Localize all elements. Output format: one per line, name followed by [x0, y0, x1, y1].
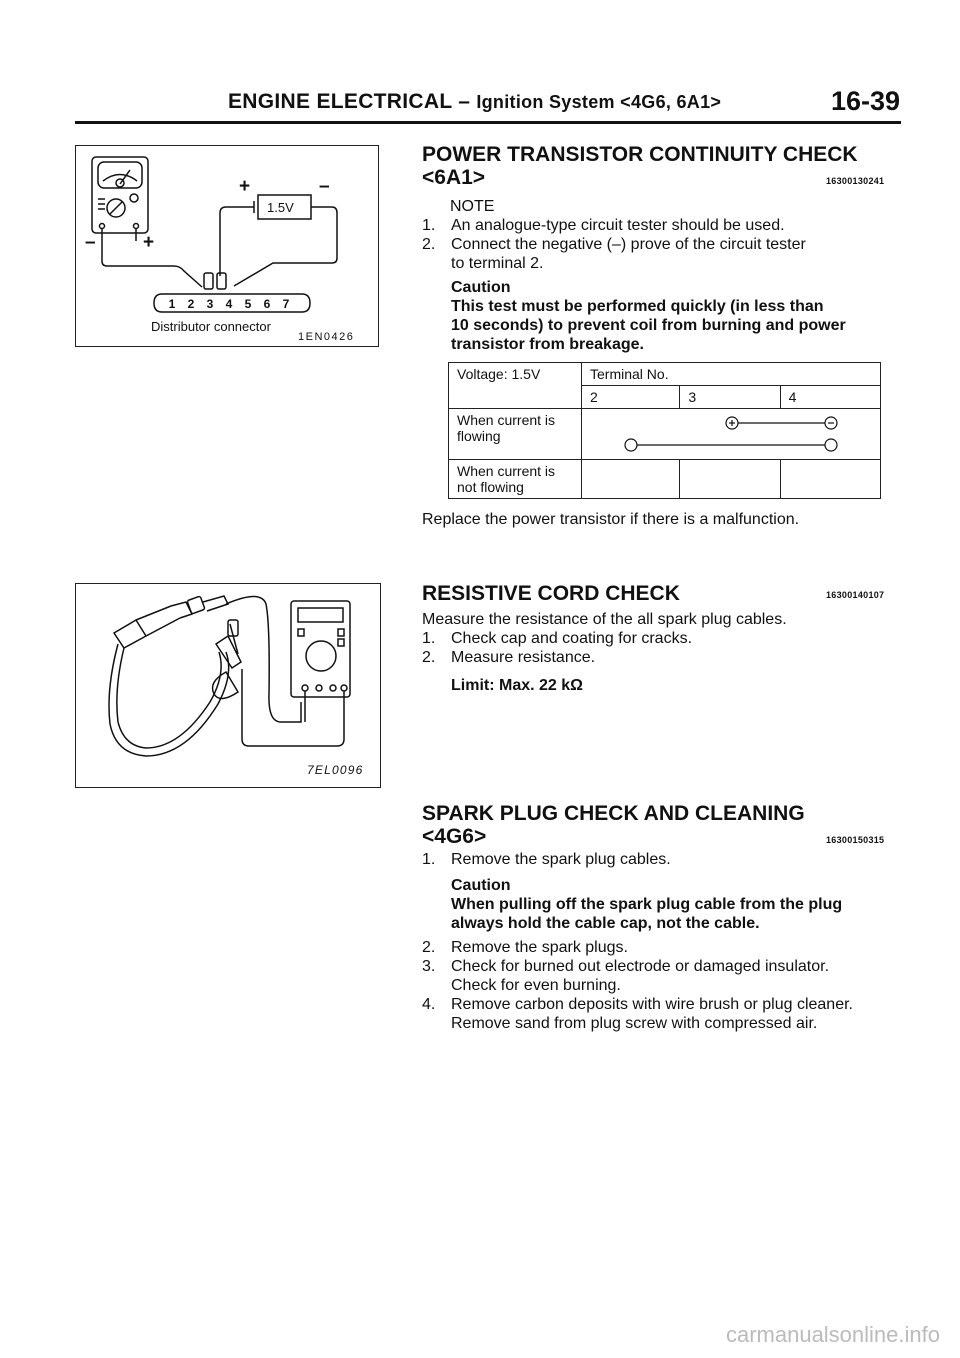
step-text: Remove the spark plug cables.	[451, 851, 671, 868]
figure-code: 1EN0426	[298, 331, 355, 343]
caution-block	[451, 278, 846, 354]
section-code: 16300150315	[826, 835, 885, 845]
condition-line: not flowing	[457, 479, 524, 495]
step-number: 1.	[422, 851, 436, 868]
note-item	[422, 235, 806, 254]
table-row	[449, 409, 881, 460]
caution-block	[451, 876, 842, 933]
condition-line: When current is	[457, 412, 556, 428]
step-list	[422, 938, 853, 1033]
connector-pin: 6	[263, 297, 271, 311]
header-subtitle: Ignition System <4G6, 6A1>	[476, 92, 722, 112]
step-number: 1.	[422, 630, 436, 647]
page-header	[228, 90, 721, 114]
note-number: 1.	[422, 217, 436, 234]
connector-pin: 3	[206, 297, 214, 311]
table-cell-terminal-header: Terminal No.	[582, 363, 881, 386]
table-cell-terminal: 4	[780, 386, 880, 409]
step-text: Remove the spark plugs.	[451, 939, 628, 956]
table-cell-empty	[780, 460, 880, 499]
header-rule	[75, 121, 901, 124]
connector-pin: 4	[225, 297, 233, 311]
continuity-node	[625, 439, 637, 451]
cable-diagram	[76, 584, 380, 787]
analogue-tester	[92, 157, 148, 233]
connector-pin: 2	[187, 297, 195, 311]
step-text: Check cap and coating for cracks.	[451, 630, 693, 647]
step-number: 3.	[422, 958, 436, 975]
note-number: 2.	[422, 236, 436, 253]
table-cell-continuity	[582, 409, 881, 460]
note-item	[422, 216, 806, 235]
table-row	[449, 363, 881, 386]
multimeter	[291, 601, 350, 697]
tester-plus-sign: +	[143, 232, 155, 253]
step-continuation: Check for even burning.	[451, 977, 621, 994]
table-cell-empty	[680, 460, 780, 499]
caution-label: Caution	[451, 877, 511, 894]
figure-spark-plug-cable	[75, 583, 381, 788]
caution-line: transistor from breakage.	[451, 336, 644, 353]
caution-label: Caution	[451, 279, 511, 296]
tester-diagram	[76, 146, 378, 346]
battery-label: 1.5V	[267, 200, 294, 215]
note-continuation: to terminal 2.	[451, 255, 544, 272]
continuity-symbols	[582, 409, 880, 459]
intro-text: Measure the resistance of the all spark plug cables.	[422, 611, 787, 628]
table-cell-condition	[449, 460, 582, 499]
header-title: ENGINE ELECTRICAL –	[228, 90, 471, 113]
step-item	[422, 938, 853, 957]
section-code: 16300140107	[826, 590, 885, 600]
step-number: 4.	[422, 996, 436, 1013]
step-continuation: Remove sand from plug screw with compressed air.	[451, 1015, 818, 1032]
step-text: Remove carbon deposits with wire brush or plug cleaner.	[451, 996, 853, 1013]
condition-line: When current is	[457, 463, 556, 479]
continuity-node	[825, 439, 837, 451]
figure-code: 7EL0096	[307, 763, 364, 777]
caution-line: always hold the cable cap, not the cable.	[451, 915, 760, 932]
table-cell-terminal: 3	[680, 386, 780, 409]
step-number: 2.	[422, 649, 436, 666]
watermark: carmanualsonline.info	[725, 1322, 940, 1347]
section-title-power-transistor: POWER TRANSISTOR CONTINUITY CHECK	[422, 143, 858, 166]
note-text: An analogue-type circuit tester should be used.	[451, 217, 785, 234]
step-text: Measure resistance.	[451, 649, 596, 666]
plug-cap-left	[114, 620, 146, 648]
step-item	[422, 995, 853, 1014]
figure-distributor-connector	[75, 145, 379, 347]
resistive-cord-body	[422, 610, 787, 667]
note-list	[422, 216, 806, 273]
note-text: Connect the negative (–) prove of the circuit tester	[451, 236, 806, 253]
step-item	[422, 850, 671, 869]
caution-line: This test must be performed quickly (in less than	[451, 298, 824, 315]
step-item	[422, 629, 787, 648]
terminal-table	[448, 362, 881, 499]
replace-instruction: Replace the power transistor if there is a malfunction.	[422, 511, 800, 528]
connector-pin: 5	[244, 297, 252, 311]
figure-caption: Distributor connector	[151, 319, 271, 334]
section-code: 16300130241	[826, 176, 885, 186]
tester-minus-sign: –	[85, 232, 96, 253]
table-cell-terminal: 2	[582, 386, 680, 409]
table-cell-voltage: Voltage: 1.5V	[449, 363, 582, 409]
condition-line: flowing	[457, 428, 501, 444]
table-cell-empty	[582, 460, 680, 499]
step-item	[422, 957, 853, 976]
step-number: 2.	[422, 939, 436, 956]
section-subtitle: <4G6>	[422, 825, 487, 848]
step-text: Check for burned out electrode or damaged insulator.	[451, 958, 830, 975]
note-label: NOTE	[450, 198, 495, 215]
section-title-resistive-cord: RESISTIVE CORD CHECK	[422, 582, 680, 605]
limit-value: Limit: Max. 22 kΩ	[451, 677, 583, 694]
connector-pin: 7	[282, 297, 290, 311]
caution-line: 10 seconds) to prevent coil from burning and power	[451, 317, 846, 334]
step-item	[422, 648, 787, 667]
battery-minus-sign: –	[319, 176, 330, 197]
section-subtitle: <6A1>	[422, 166, 486, 189]
battery-plus-sign: +	[239, 176, 251, 197]
table-row	[449, 460, 881, 499]
connector-pin: 1	[168, 297, 176, 311]
section-title-spark-plug: SPARK PLUG CHECK AND CLEANING	[422, 802, 805, 825]
note-block	[450, 197, 494, 216]
caution-line: When pulling off the spark plug cable from the plug	[451, 896, 843, 913]
page-number: 16-39	[830, 86, 900, 116]
table-cell-condition	[449, 409, 582, 460]
